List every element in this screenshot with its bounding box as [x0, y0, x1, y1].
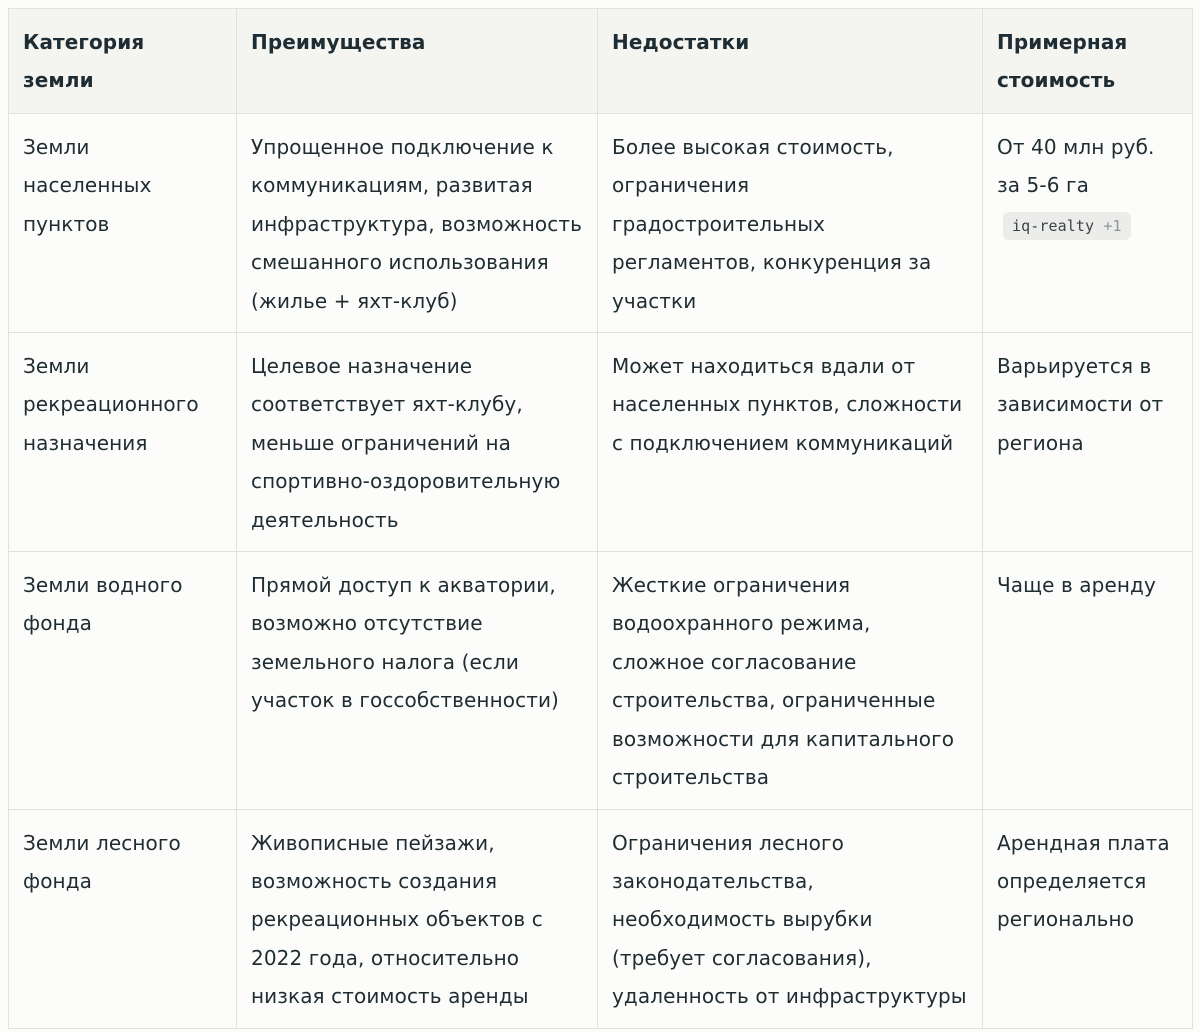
header-advantages: Преимущества [237, 9, 598, 114]
cell-disadvantages: Может находиться вдали от населенных пунктов, сложности с подключением коммуникаций [598, 333, 983, 552]
land-category-table [8, 8, 1193, 1029]
table-row [9, 809, 1193, 1028]
cell-disadvantages: Ограничения лесного законодательства, необходимость вырубки (требует согласования), удаленность от инфраструктуры [598, 809, 983, 1028]
cell-advantages: Прямой доступ к акватории, возможно отсутствие земельного налога (если участок в госсобственности) [237, 552, 598, 809]
cell-cost: Чаще в аренду [983, 552, 1193, 809]
source-more-count: +1 [1103, 216, 1122, 235]
cell-category: Земли водного фонда [9, 552, 237, 809]
header-disadvantages: Недостатки [598, 9, 983, 114]
source-citation-chip[interactable] [1003, 212, 1131, 240]
table-row [9, 552, 1193, 809]
cell-cost [983, 114, 1193, 333]
table-header-row [9, 9, 1193, 114]
header-cost: Примерная стоимость [983, 9, 1193, 114]
header-category: Категория земли [9, 9, 237, 114]
cell-disadvantages: Жесткие ограничения водоохранного режима, сложное согласование строительства, ограниченные возможности для капитального строительства [598, 552, 983, 809]
cell-category: Земли рекреационного назначения [9, 333, 237, 552]
cell-advantages: Живописные пейзажи, возможность создания рекреационных объектов с 2022 года, относительно низкая стоимость аренды [237, 809, 598, 1028]
cell-cost: Варьируется в зависимости от региона [983, 333, 1193, 552]
cell-disadvantages: Более высокая стоимость, ограничения градостроительных регламентов, конкуренция за участки [598, 114, 983, 333]
cell-category: Земли населенных пунктов [9, 114, 237, 333]
cell-advantages: Упрощенное подключение к коммуникациям, развитая инфраструктура, возможность смешанного использования (жилье + яхт-клуб) [237, 114, 598, 333]
cost-text: От 40 млн руб. за 5-6 га [997, 135, 1155, 198]
table-row [9, 333, 1193, 552]
table-row [9, 114, 1193, 333]
source-name: iq-realty [1012, 216, 1095, 235]
cell-cost: Арендная плата определяется регионально [983, 809, 1193, 1028]
cell-category: Земли лесного фонда [9, 809, 237, 1028]
cell-advantages: Целевое назначение соответствует яхт-клубу, меньше ограничений на спортивно-оздоровительную деятельность [237, 333, 598, 552]
